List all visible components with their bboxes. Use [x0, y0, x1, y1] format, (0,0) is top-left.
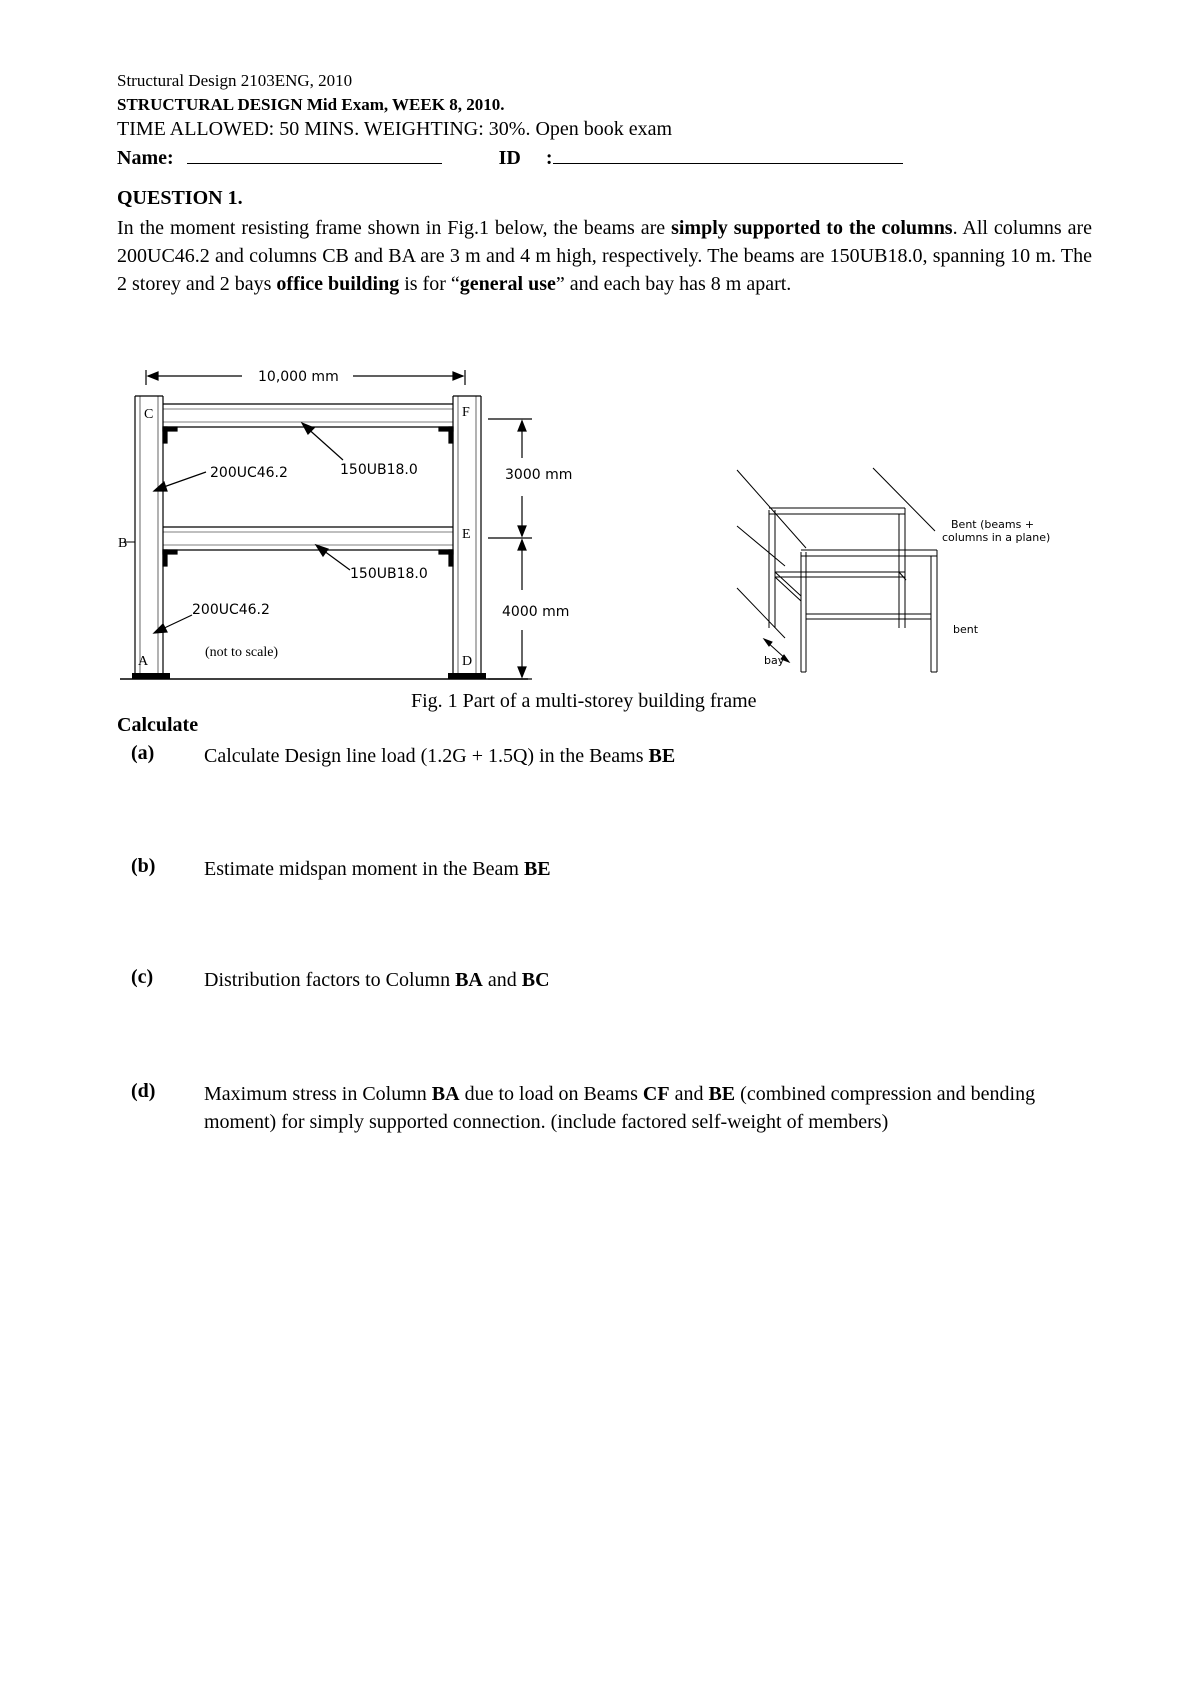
node-b-label: B — [118, 536, 128, 551]
node-a-label: A — [138, 654, 149, 669]
item-b-text — [204, 855, 1104, 883]
item-d-bold1: BA — [431, 1083, 460, 1105]
bent-bay-sketch — [737, 468, 937, 672]
bent-label: bent — [953, 623, 979, 636]
course-line: Structural Design 2103ENG, 2010 — [117, 71, 353, 90]
figure-caption: Fig. 1 Part of a multi-storey building frame — [411, 690, 757, 712]
time-allowed-line: TIME ALLOWED: 50 MINS. WEIGHTING: 30%. Open book exam — [117, 118, 673, 140]
span-dim-text: 10,000 mm — [258, 369, 339, 385]
beam-cf — [163, 404, 453, 443]
beam-be — [163, 527, 453, 566]
exam-title: STRUCTURAL DESIGN Mid Exam, WEEK 8, 2010. — [117, 95, 505, 114]
base-plate-a — [132, 673, 170, 679]
item-d-mid2: and — [669, 1083, 709, 1105]
node-c-label: C — [144, 407, 154, 422]
item-b-label: (b) — [131, 855, 156, 877]
item-d-mid: due to load on Beams — [459, 1083, 643, 1105]
item-a-bold: BE — [648, 745, 676, 767]
item-d-suffix: (combined compression and bending moment) for simply supported connection. (include factored self-weight of members) — [204, 1083, 1036, 1133]
item-b-prefix: Estimate midspan moment in the Beam — [204, 858, 524, 880]
bay-label: bay — [764, 654, 785, 667]
item-b-bold: BE — [523, 858, 551, 880]
id-label: ID — [498, 147, 521, 169]
item-a-label: (a) — [131, 742, 155, 764]
item-a-text — [204, 742, 1104, 770]
item-d-label: (d) — [131, 1080, 156, 1102]
node-e-label: E — [462, 527, 471, 542]
lower-height-dim: 4000 mm — [502, 604, 570, 620]
base-plate-d — [448, 673, 486, 679]
item-c-bold1: BA — [455, 969, 483, 991]
intro-bold-office-building: office building — [276, 273, 400, 295]
question-heading: QUESTION 1. — [117, 187, 243, 209]
frame-figure — [0, 0, 1200, 720]
calculate-heading: Calculate — [117, 714, 199, 736]
item-c-prefix: Distribution factors to Column — [204, 969, 456, 991]
item-a-prefix: Calculate Design line load (1.2G + 1.5Q) in the Beams — [204, 745, 649, 767]
id-colon: : — [545, 147, 553, 169]
item-c-mid: and — [482, 969, 522, 991]
item-d-bold2: CF — [642, 1083, 670, 1105]
item-c-label: (c) — [131, 966, 154, 988]
upper-column-label: 200UC46.2 — [210, 465, 288, 481]
node-d-label: D — [462, 654, 473, 669]
intro-bold-simply-supported: simply supported to the columns — [671, 217, 953, 239]
height-dimensions — [488, 419, 532, 679]
item-c-text — [204, 966, 1104, 994]
item-c-bold2: BC — [521, 969, 550, 991]
intro-bold-general-use: general use — [459, 273, 556, 295]
bent-label-line1: Bent (beams + — [951, 518, 1035, 531]
name-label: Name: — [117, 147, 174, 169]
upper-height-dim: 3000 mm — [505, 467, 573, 483]
upper-beam-label: 150UB18.0 — [340, 462, 418, 478]
item-d-text — [204, 1080, 1104, 1136]
node-f-label: F — [462, 405, 470, 420]
lower-beam-label: 150UB18.0 — [350, 566, 428, 582]
item-d-prefix: Maximum stress in Column — [204, 1083, 432, 1105]
bent-label-line2: columns in a plane) — [942, 531, 1051, 544]
lower-column-label: 200UC46.2 — [192, 602, 270, 618]
scale-note: (not to scale) — [205, 645, 279, 660]
item-d-bold3: BE — [708, 1083, 736, 1105]
intro-text-1: In the moment resisting frame shown in Fig.1 below, the beams are — [117, 217, 672, 239]
intro-text-2: . All columns are 200UC46.2 and columns CB and BA are 3 m and 4 m high, respectively. The beams are 150UB18.0, spanning 10 m. The 2 storey and 2 bays — [117, 217, 1092, 295]
intro-text-3: is for “ — [399, 273, 460, 295]
intro-text-4: ” and each bay has 8 m apart. — [555, 273, 792, 295]
